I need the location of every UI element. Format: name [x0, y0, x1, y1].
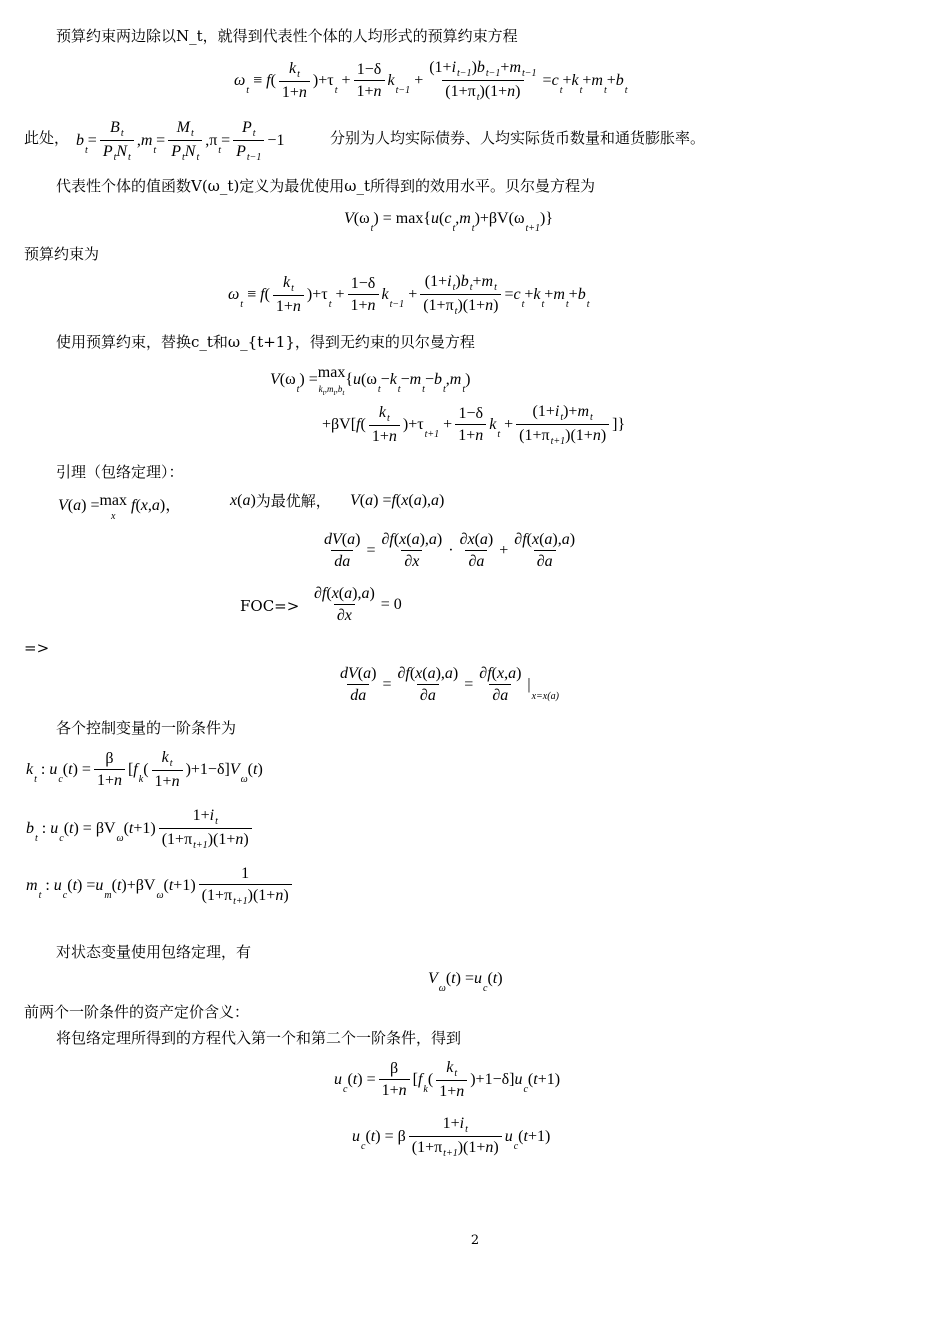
equation-lemma-solution: x ( a ) 为最优解， [230, 492, 331, 510]
paragraph-definitions-prefix: 此处， [24, 129, 70, 147]
paragraph-state-envelope: 对状态变量使用包络定理，有 [56, 943, 252, 961]
paragraph-foc-intro: 各个控制变量的一阶条件为 [56, 719, 237, 737]
equation-envelope-state: V ω ( t ) = u c ( t ) [428, 970, 503, 994]
equation-foc: $\frac{\partial f(x(a),a)}{\partial x}$ = 0 [314, 585, 402, 624]
equation-euler-capital: u c ( t ) = $\frac{\beta}{1+n}$ [ f k ( $\frac{k_t}{1+n}$ )+1−δ] u c ( t +1) [334, 1059, 561, 1100]
equation-lemma-definition: V ( a ) = max x f ( x , a )， [58, 492, 182, 522]
equation-foc-money: m t : u c ( t ) = u m ( t )+βV ω ( t +1) $\frac{1}{(1+\pi_{t+1})(1+n)}$ [26, 864, 295, 907]
equation-budget-per-capita: ω t ≡ f ( $\frac{k_t}{1+n}$ )+τ t + $\frac{1-\delta}{1+n}$ k t−1 + $\frac{(1+i_{t-1})b_{t-1}+m_{t-1}}{(1+\pi_t)(1+n)}$ = c t + k t + m t + b t [234, 59, 628, 103]
equation-bellman: V (ω t ) = max{ u ( c t , m t )+βV(ω t+1 )} [344, 210, 554, 234]
paragraph-budget-per-capita-intro: 预算约束两边除以N_t，就得到代表性个体的人均形式的预算约束方程 [56, 27, 518, 45]
equation-envelope-derivative: $\frac{dV(a)}{da}$ = $\frac{\partial f(x(a),a)}{\partial x}$ · $\frac{\partial x(a)}{\partial a}$ + $\frac{\partial f(x(a),a)}{\partial a}$ [324, 531, 576, 570]
equation-definitions: b t = $\frac{B_t}{P_tN_t}$ , m t = $\frac{M_t}{P_tN_t}$ ,π t = $\frac{P_t}{P_{t-1}}$ −1 [76, 119, 285, 163]
equation-unconstrained-bellman-line1: V (ω t ) = max $k_t,m_t,b_t$ { u (ω t − k t − m t − b t , m t ) [270, 364, 471, 397]
equation-budget: ω t ≡ f ( $\frac{k_t}{1+n}$ )+τ t + $\frac{1-\delta}{1+n}$ k t−1 + $\frac{(1+i_t)b_t+m_t}{(1+\pi_t)(1+n)}$ = c t + k t + m t + b t [228, 273, 590, 317]
equation-lemma-value: V ( a ) = f ( x ( a ), a ) [350, 492, 445, 509]
equation-unconstrained-bellman-line2: +βV[ f ( $\frac{k_t}{1+n}$ )+τ t+1 + $\frac{1-\delta}{1+n}$ k t + $\frac{(1+i_t)+m_t}{(1+\pi_{t+1})(1+n)}$ ]} [322, 403, 626, 447]
paragraph-value-function: 代表性个体的值函数V(ω_t)定义为最优使用ω_t所得到的效用水平。贝尔曼方程为 [56, 177, 596, 195]
equation-euler-bonds: u c ( t ) = β $\frac{1+i_t}{(1+\pi_{t+1})(1+n)}$ u c ( t +1) [352, 1115, 551, 1159]
label-foc: FOC=> [240, 597, 300, 615]
equation-foc-bonds: b t : u c ( t ) = βV ω ( t +1) $\frac{1+i_t}{(1+\pi_{t+1})(1+n)}$ [26, 806, 255, 851]
paragraph-asset-pricing: 前两个一阶条件的资产定价含义： [24, 1003, 250, 1021]
paragraph-substitution: 使用预算约束，替换c_t和ω_{t+1}，得到无约束的贝尔曼方程 [56, 333, 475, 351]
paragraph-definitions-suffix: 分别为人均实际债券、人均实际货币数量和通货膨胀率。 [330, 129, 706, 147]
label-implies: => [24, 639, 50, 657]
paragraph-substitute-envelope: 将包络定理所得到的方程代入第一个和第二个一阶条件，得到 [56, 1029, 462, 1047]
paragraph-envelope-lemma: 引理（包络定理）： [56, 463, 184, 481]
equation-foc-capital: k t : u c ( t ) = $\frac{\beta}{1+n}$ [ f k ( $\frac{k_t}{1+n}$ )+1−δ] V ω ( t ) [26, 749, 263, 790]
page-number: 2 [470, 1233, 480, 1248]
equation-envelope-result: $\frac{dV(a)}{da}$ = $\frac{\partial f(x(a),a)}{\partial a}$ = $\frac{\partial f(x,a)}{\partial a}$ | x=x(a) [340, 665, 559, 704]
paragraph-budget-label: 预算约束为 [24, 245, 100, 263]
